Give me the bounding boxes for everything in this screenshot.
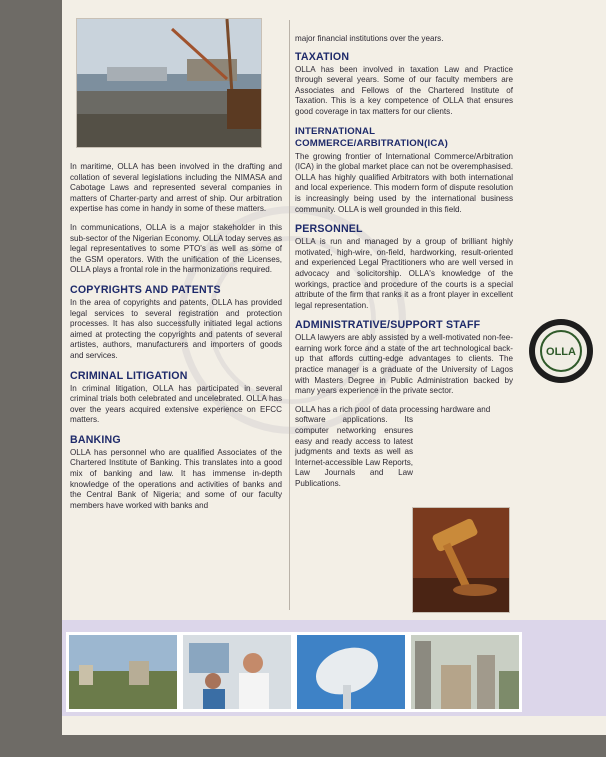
olla-seal-logo xyxy=(528,318,594,384)
copyrights-text: In the area of copyrights and patents, OLLA has provided legal services to several registration and protection processes. It has also successfully initiated legal actions aimed at protecting the copyrights and patents of several artistes, authors, manufacturers and importers of goods and services. xyxy=(70,297,282,360)
copyrights-heading: COPYRIGHTS AND PATENTS xyxy=(70,283,221,296)
ica-text: The growing frontier of International Commerce/Arbitration (ICA) in the global market place can not be overemphasised. OLLA has highly qualified Arbitrators with both international and local experience. This modern form of dispute resolution is increasingly being used by the international business community. OLLA is well grounded in this field. xyxy=(295,151,513,214)
harbor-ships-photo xyxy=(76,18,262,148)
banking-text: OLLA has personnel who are qualified Associates of the Chartered Institute of Banking. This translates into a good mix of banking and law. It has immense in-depth knowledge of the operations and activities of banks and the Central Bank of Nigeria; and some of our faculty members have worked with banks and xyxy=(70,447,282,510)
admin-text: OLLA lawyers are ably assisted by a well-motivated non-fee-earning work force and a state of the art technological back-up that affords cutting-edge advantages to clients. The practice manager is a graduate of the University of Lagos with Masters Degree in Public Administration backed by many years experience in the private sector. xyxy=(295,333,513,396)
criminal-heading: CRIMINAL LITIGATION xyxy=(70,369,188,382)
photo-strip xyxy=(62,620,606,716)
personnel-heading: PERSONNEL xyxy=(295,223,363,236)
city-coast-photo xyxy=(66,632,180,712)
taxation-heading: TAXATION xyxy=(295,50,350,63)
gavel-photo xyxy=(412,507,510,613)
column-divider xyxy=(289,20,290,610)
ica-heading: INTERNATIONAL COMMERCE/ARBITRATION(ICA) xyxy=(295,125,448,149)
satellite-dish-photo xyxy=(294,632,408,712)
city-skyline-photo xyxy=(408,632,522,712)
data-processing-intro: OLLA has a rich pool of data processing hardware and xyxy=(295,404,491,414)
communications-text: In communications, OLLA is a major stakeholder in this sub-sector of the Nigerian Economy. OLLA today serves as legal representatives to some PTO's as well as some of the GSM operators. With the unification of the Licenses, OLLA plays a frontal role in the harmonizations required. xyxy=(70,222,282,275)
lab-workers-photo xyxy=(180,632,294,712)
left-column xyxy=(70,162,282,519)
brochure-page xyxy=(62,0,606,735)
banking-continued-text: major financial institutions over the years. xyxy=(295,34,444,43)
data-processing-text: software applications. Its computer networking ensures easy and ready access to latest judgments and texts as well as Internet-accessible Law Reports, Law Journals and Law Publications. xyxy=(295,415,413,488)
seal-brand: OLLA xyxy=(546,346,576,358)
banking-heading: BANKING xyxy=(70,433,121,446)
criminal-text: In criminal litigation, OLLA has participated in several criminal trials both celebrated and uncelebrated. OLLA has over the years acquired extensive experience on EFCC matters. xyxy=(70,383,282,425)
personnel-text: OLLA is run and managed by a group of brilliant highly motivated, high-wire, on-field, hardworking, result-oriented and experienced Legal Practitioners who are well versed in advocacy and solicitorship. OLLA's knowledge of the workings, practice and procedure of the courts is a special attribute of the firm that ranks it as a front player in excellent legal representation. xyxy=(295,237,513,310)
admin-heading: ADMINISTRATIVE/SUPPORT STAFF xyxy=(295,319,481,332)
taxation-text: OLLA has been involved in taxation Law and Practice through several years. Some of our faculty members are Associates and Fellows of the Chartered Institute of Taxation. This is a key competence of OLLA that ensures good coverage in tax matters for our clients. xyxy=(295,64,513,116)
right-column xyxy=(295,34,513,498)
maritime-text: In maritime, OLLA has been involved in the drafting and collation of several legislations including the NIMASA and Cabotage Laws and represented several companies in matters of Charter-party and arrest of ship. Our arbitration expertise has come in handy in some of these matters. xyxy=(70,162,282,214)
